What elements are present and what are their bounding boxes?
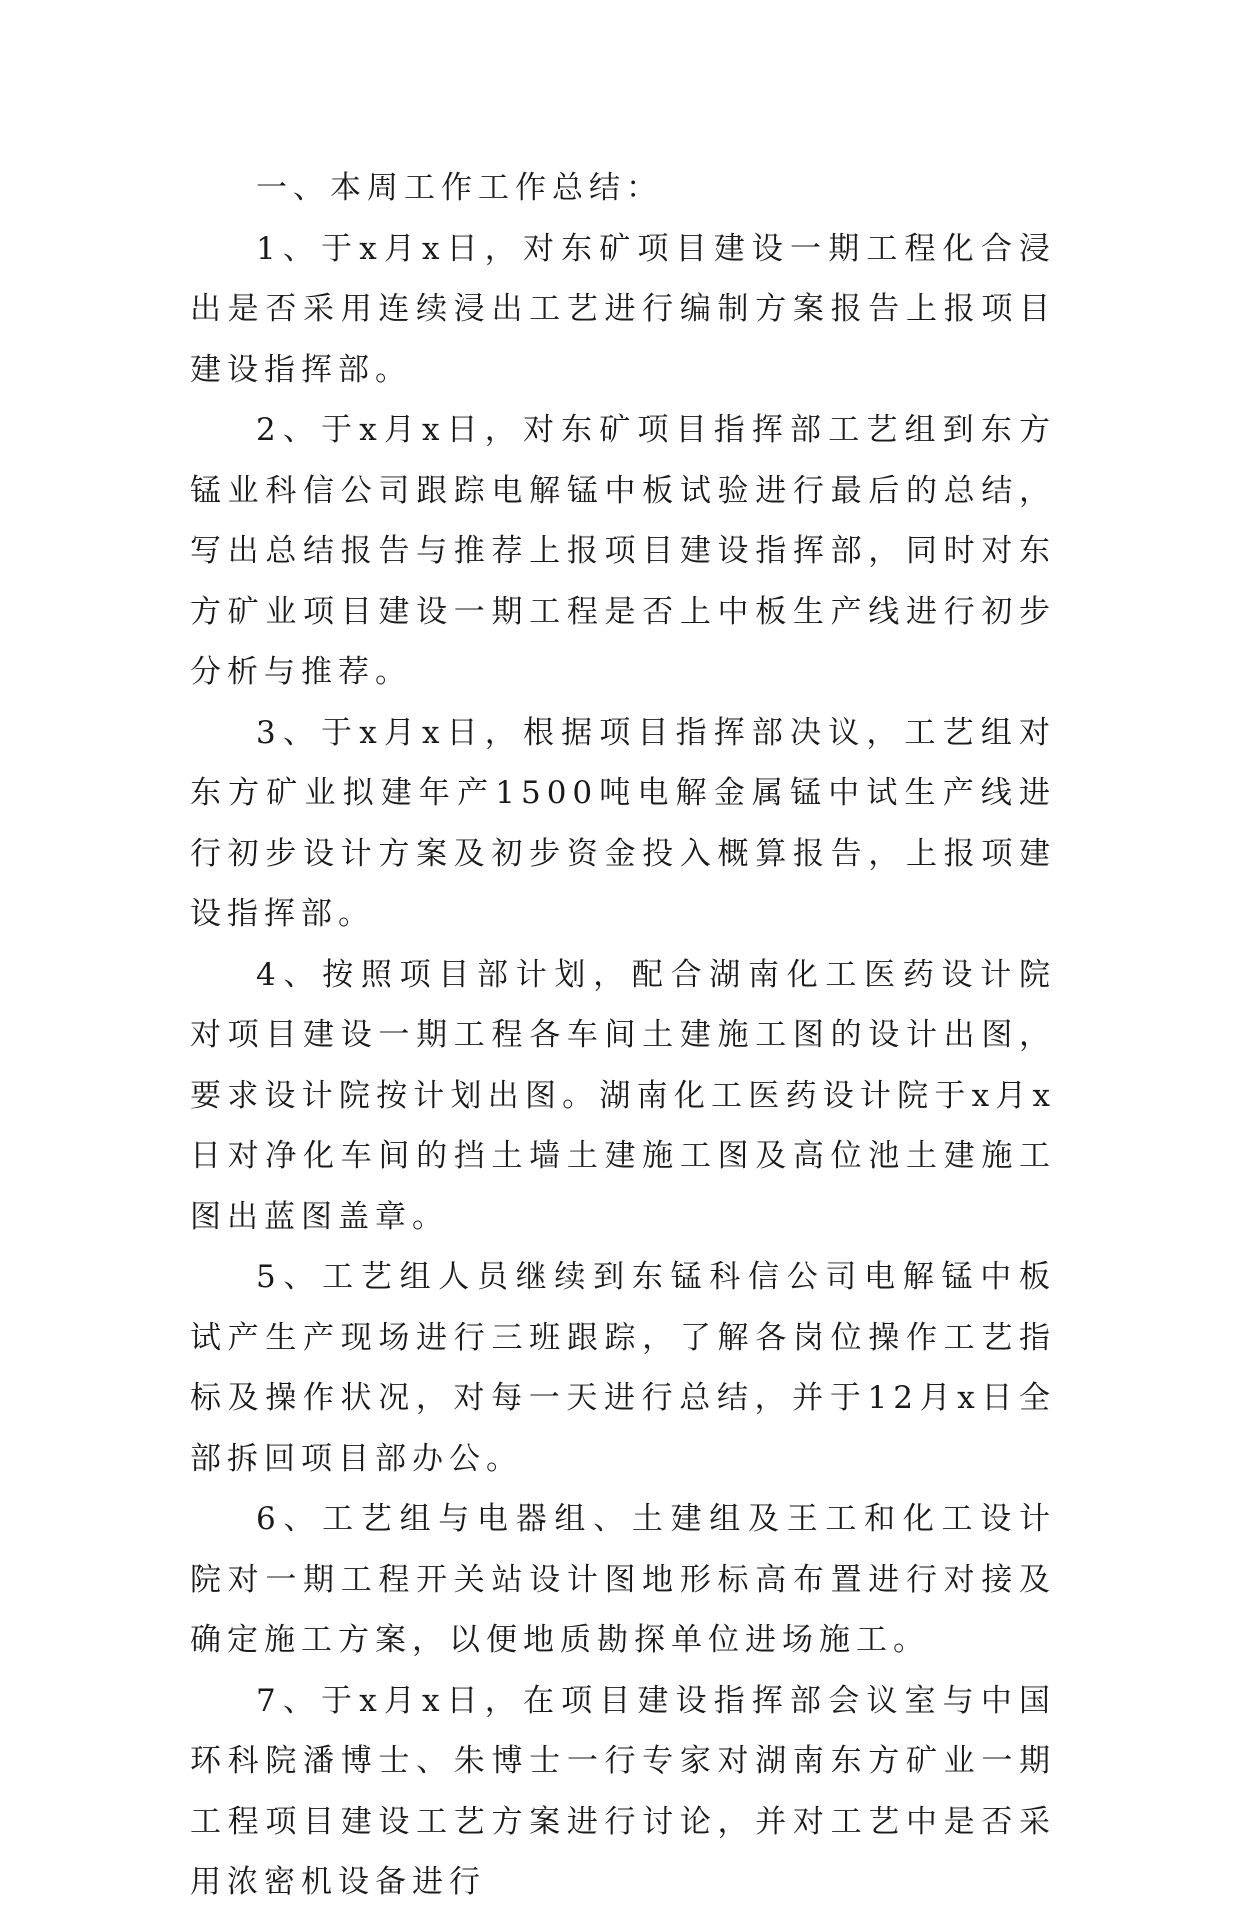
paragraph-item-4: 4、按照项目部计划，配合湖南化工医药设计院对项目建设一期工程各车间土建施工图的设计出图，要求设计院按计划出图。湖南化工医药设计院于x月x日对净化车间的挡土墙土建施工图及高位池土建施工图出蓝图盖章。 bbox=[190, 956, 1056, 1235]
paragraph-item-2: 2、于x月x日，对东矿项目指挥部工艺组到东方锰业科信公司跟踪电解锰中板试验进行最后的总结，写出总结报告与推荐上报项目建设指挥部，同时对东方矿业项目建设一期工程是否上中板生产线进行初步分析与推荐。 bbox=[190, 412, 1056, 690]
paragraph-item-7: 7、于x月x日，在项目建设指挥部会议室与中国环科院潘博士、朱博士一行专家对湖南东方矿业一期工程项目建设工艺方案进行讨论，并对工艺中是否采用浓密机设备进行 bbox=[190, 1682, 1056, 1900]
paragraph-item-5: 5、工艺组人员继续到东锰科信公司电解锰中板试产生产现场进行三班跟踪，了解各岗位操作工艺指标及操作状况，对每一天进行总结，并于12月x日全部拆回项目部办公。 bbox=[190, 1259, 1056, 1477]
section-heading: 一、本周工作工作总结： bbox=[256, 170, 663, 206]
paragraph-item-6: 6、工艺组与电器组、土建组及王工和化工设计院对一期工程开关站设计图地形标高布置进行对接及确定施工方案，以便地质勘探单位进场施工。 bbox=[190, 1501, 1056, 1658]
document-body bbox=[190, 158, 1056, 1913]
paragraph-item-1: 1、于x月x日，对东矿项目建设一期工程化合浸出是否采用连续浸出工艺进行编制方案报告上报项目建设指挥部。 bbox=[190, 230, 1056, 388]
paragraph-item-3: 3、于x月x日，根据项目指挥部决议，工艺组对东方矿业拟建年产1500吨电解金属锰中试生产线进行初步设计方案及初步资金投入概算报告，上报项建设指挥部。 bbox=[190, 714, 1056, 932]
